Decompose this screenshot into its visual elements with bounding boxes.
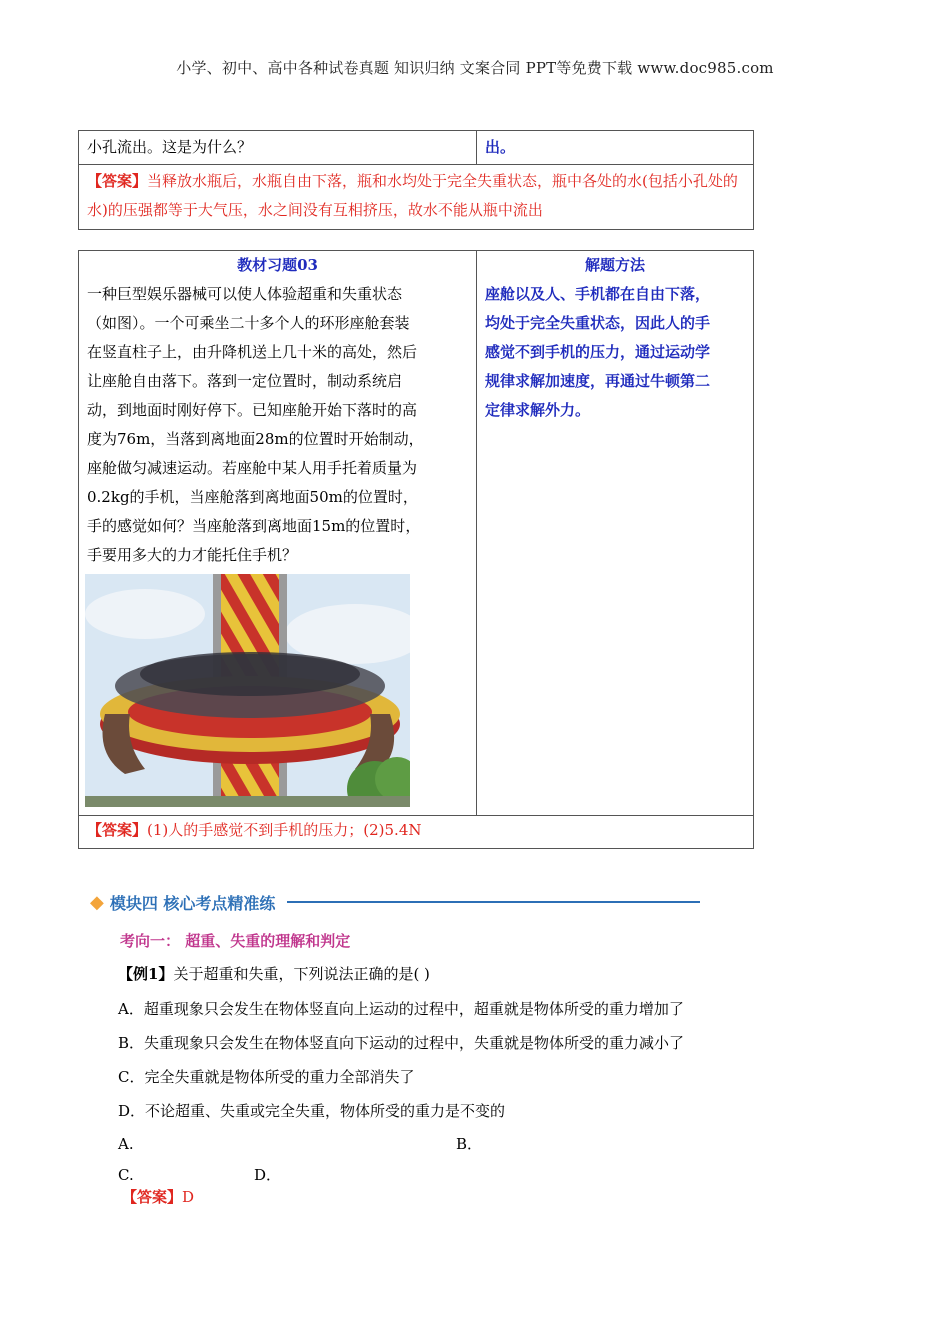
answer-table-1 [78, 130, 754, 230]
exercise-answer-row [79, 816, 753, 848]
method-line: 座舱以及人、手机都在自由下落， [485, 285, 711, 303]
problem-line: 在竖直柱子上，由升降机送上几十米的高处，然后 [87, 343, 418, 361]
problem-cell [79, 251, 477, 815]
answer-value: D [182, 1188, 195, 1206]
short-option-a: A. [118, 1135, 134, 1153]
method-line: 定律求解外力。 [485, 401, 591, 419]
answer-label: 【答案】 [87, 821, 148, 839]
method-line: 规律求解加速度，再通过牛顿第二 [485, 372, 711, 390]
option-c: C．完全失重就是物体所受的重力全部消失了 [118, 1068, 415, 1086]
drop-tower-illustration [85, 574, 410, 807]
short-option-d: D． [254, 1166, 282, 1184]
short-option-b: B． [456, 1135, 483, 1153]
problem-line: 一种巨型娱乐器械可以使人体验超重和失重状态 [87, 285, 403, 303]
method-cell [477, 251, 753, 815]
table1-answer-row [79, 165, 753, 229]
answer-text: (1)人的手感觉不到手机的压力；(2)5.4N [147, 821, 422, 839]
problem-line: （如图）。一个可乘坐二十多个人的环形座舱套装 [87, 314, 410, 332]
table1-left-text: 小孔流出。这是为什么？ [79, 131, 477, 164]
answer-label: 【答案】 [122, 1188, 183, 1206]
problem-text [87, 280, 468, 570]
table1-right-text: 出。 [485, 138, 516, 156]
page-header: 小学、初中、高中各种试卷真题 知识归纳 文案合同 PPT等免费下载 www.doc985.com [176, 59, 774, 77]
method-line: 感觉不到手机的压力，通过运动学 [485, 343, 711, 361]
answer-text: 当释放水瓶后，水瓶自由下落，瓶和水均处于完全失重状态，瓶中各处的水(包括小孔处的水)的压强都等于大气压，水之间没有互相挤压，故水不能从瓶中流出 [87, 172, 738, 219]
problem-line: 动，到地面时刚好停下。已知座舱开始下落时的高 [87, 401, 418, 419]
problem-line: 手要用多大的力才能托住手机？ [87, 546, 298, 564]
diamond-icon: ◆ [90, 891, 104, 913]
exercise-answer [79, 816, 753, 848]
exercise-table [78, 250, 754, 849]
module-title: 模块四 核心考点精准练 [109, 893, 276, 913]
method-title: 解题方法 [584, 256, 645, 274]
option-a: A．超重现象只会发生在物体竖直向上运动的过程中，超重就是物体所受的重力增加了 [118, 1000, 684, 1018]
exam-direction: 考向一： 超重、失重的理解和判定 [120, 932, 351, 950]
answer-label: 【答案】 [87, 172, 148, 190]
problem-line: 让座舱自由落下。落到一定位置时，制动系统启 [87, 372, 403, 390]
problem-title: 教材习题03 [237, 256, 318, 274]
table1-question-row [79, 131, 753, 165]
problem-line: 度为76m，当落到离地面28m的位置时开始制动， [87, 430, 424, 448]
module-heading [90, 889, 700, 915]
option-d: D．不论超重、失重或完全失重，物体所受的重力是不变的 [118, 1102, 506, 1120]
method-text [485, 280, 745, 425]
short-option-c: C. [118, 1166, 134, 1184]
option-b: B．失重现象只会发生在物体竖直向下运动的过程中，失重就是物体所受的重力减小了 [118, 1034, 685, 1052]
example-label: 【例1】 [118, 965, 174, 983]
problem-line: 座舱做匀减速运动。若座舱中某人用手托着质量为 [87, 459, 418, 477]
problem-line: 0.2kg的手机，当座舱落到离地面50m的位置时， [87, 488, 418, 506]
example-answer [122, 1187, 194, 1207]
table1-answer [79, 165, 753, 229]
ride-photo [85, 574, 410, 807]
module-divider [287, 901, 700, 903]
problem-line: 手的感觉如何？当座舱落到离地面15m的位置时， [87, 517, 421, 535]
method-line: 均处于完全失重状态，因此人的手 [485, 314, 711, 332]
exercise-main-row [79, 251, 753, 816]
example-stem [118, 964, 430, 984]
example-question: 关于超重和失重，下列说法正确的是( ) [173, 965, 430, 983]
